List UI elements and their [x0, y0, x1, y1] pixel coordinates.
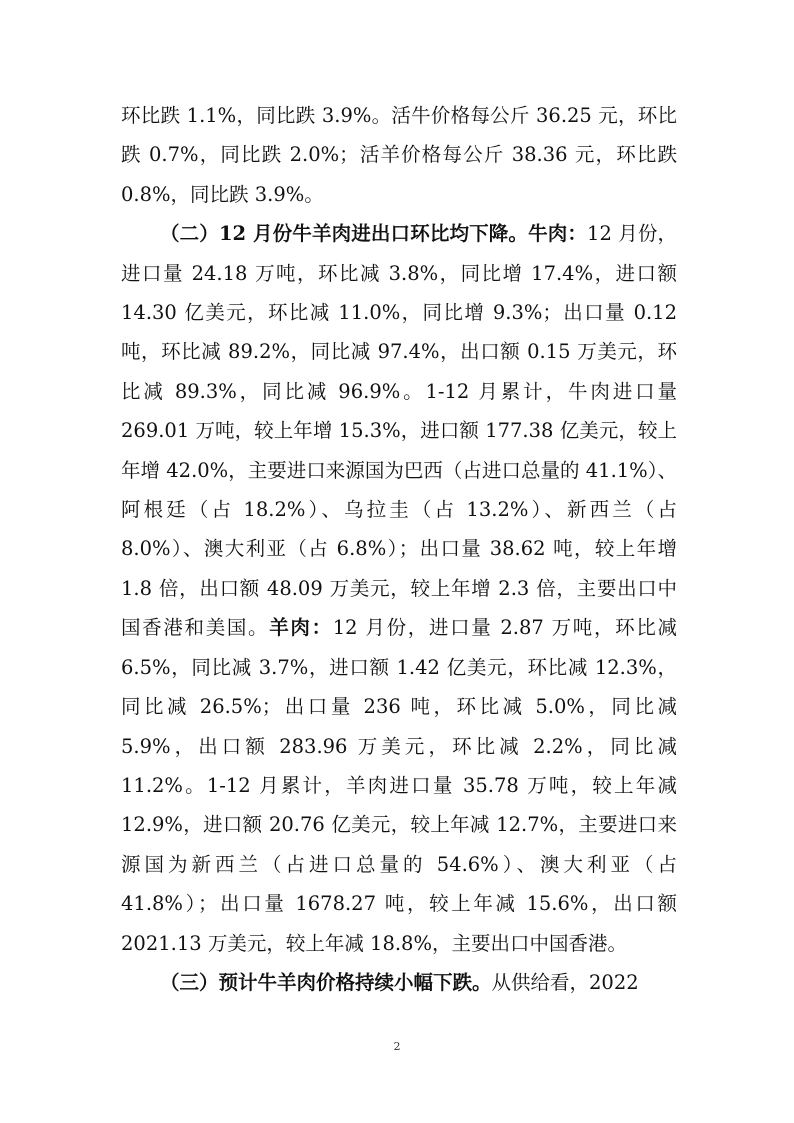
- section-heading-forecast: （三）预计牛羊肉价格持续小幅下跌。: [160, 970, 492, 994]
- body-text: [121, 96, 677, 1002]
- section-heading-trade: （二）12 月份牛羊肉进出口环比均下降。: [160, 222, 529, 246]
- paragraph-price-summary: 环比跌 1.1%，同比跌 3.9%。活牛价格每公斤 36.25 元，环比跌 0.7%，同比跌 2.0%；活羊价格每公斤 38.36 元，环比跌 0.8%，同比跌 3.9%。: [121, 104, 677, 206]
- beef-trade-text: 12 月份，进口量 24.18 万吨，环比减 3.8%，同比增 17.4%，进口额 14.30 亿美元，环比减 11.0%，同比增 9.3%；出口量 0.12 吨，环比减 89.2%，同比减 97.4%，出口额 0.15 万美元，环比减 89.3%，同比减 96.9%。1-12 月累计，牛肉进口量 269.01 万吨，较上年增 15.3%，进口额 177.38 亿美元，较上年增 42.0%，主要进口来源国为巴西（占进口总量的 41.1%）、阿根廷（占 18.2%）、乌拉圭（占 13.2%）、新西兰（占 8.0%）、澳大利亚（占 6.8%）；出口量 38.62 吨，较上年增 1.8 倍，出口额 48.09 万美元，较上年增 2.3 倍，主要出口中国香港和美国。: [121, 222, 677, 640]
- page-number: 2: [393, 1040, 401, 1053]
- beef-label: 牛肉：: [528, 222, 588, 246]
- paragraph-trade: [121, 214, 677, 963]
- paragraph-forecast: [121, 963, 677, 1002]
- mutton-label: 羊肉：: [269, 616, 333, 640]
- mutton-trade-text: 12 月份，进口量 2.87 万吨，环比减 6.5%，同比减 3.7%，进口额 1.42 亿美元，环比减 12.3%，同比减 26.5%；出口量 236 吨，环比减 5.0%，同比减 5.9%，出口额 283.96 万美元，环比减 2.2%，同比减 11.2%。1-12 月累计，羊肉进口量 35.78 万吨，较上年减 12.9%，进口额 20.76 亿美元，较上年减 12.7%，主要进口来源国为新西兰（占进口总量的 54.6%）、澳大利亚（占 41.8%）；出口量 1678.27 吨，较上年减 15.6%，出口额 2021.13 万美元，较上年减 18.8%，主要出口中国香港。: [121, 616, 677, 955]
- forecast-text: 从供给看，2022: [491, 970, 639, 994]
